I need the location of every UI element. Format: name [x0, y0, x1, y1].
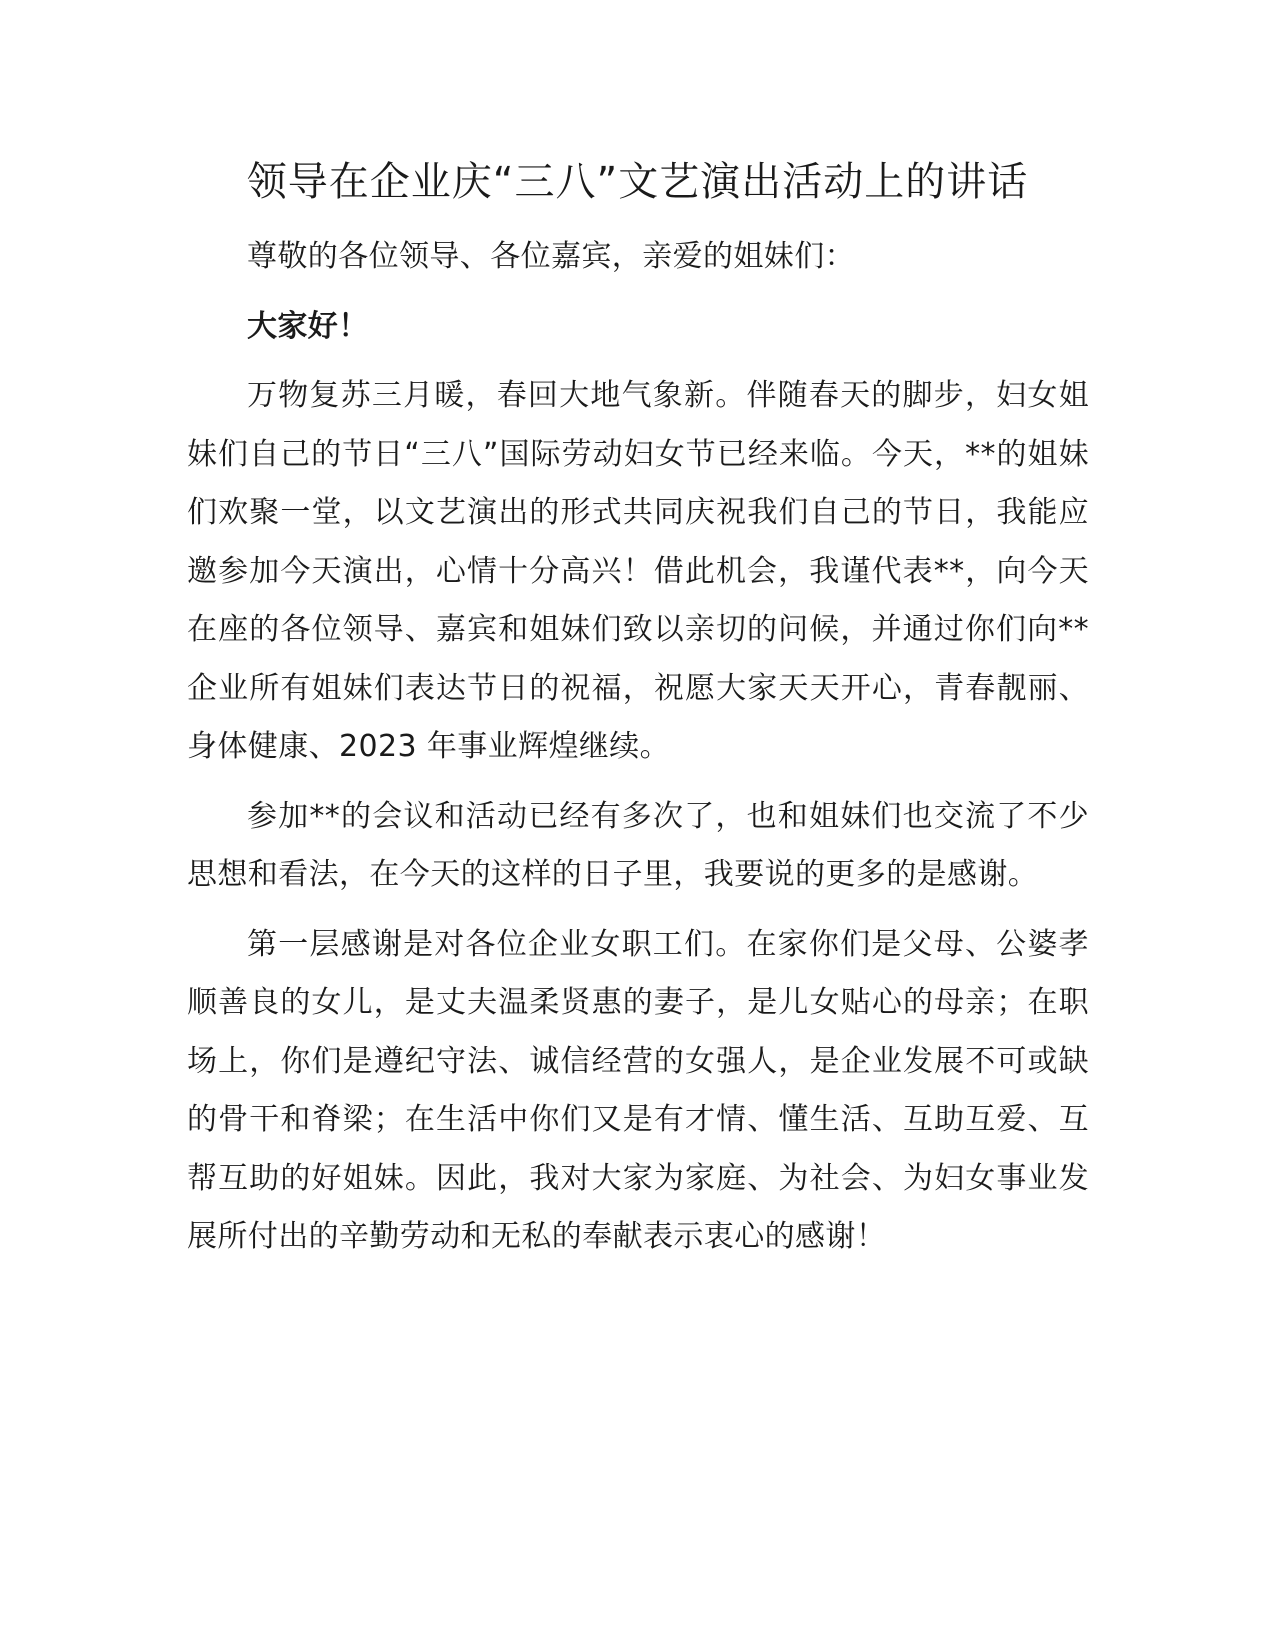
greeting: 大家好！	[247, 308, 369, 344]
paragraph-2: 参加**的会议和活动已经有多次了，也和姐妹们也交流了不少思想和看法，在今天的这样的日子里，我要说的更多的是感谢。	[187, 798, 1089, 892]
paragraph-1: 万物复苏三月暖，春回大地气象新。伴随春天的脚步，妇女姐妹们自己的节日“三八”国际劳动妇女节已经来临。今天，**的姐妹们欢聚一堂，以文艺演出的形式共同庆祝我们自己的节日，我能应邀参加今天演出，心情十分高兴！借此机会，我谨代表**，向今天在座的各位领导、嘉宾和姐妹们致以亲切的问候，并通过你们向**企业所有姐妹们表达节日的祝福，祝愿大家天天开心，青春靓丽、身体健康、2023 年事业辉煌继续。	[187, 378, 1089, 764]
document-body	[187, 228, 1089, 1267]
paragraph-3: 第一层感谢是对各位企业女职工们。在家你们是父母、公婆孝顺善良的女儿，是丈夫温柔贤惠的妻子，是儿女贴心的母亲；在职场上，你们是遵纪守法、诚信经营的女强人，是企业发展不可或缺的骨干和脊梁；在生活中你们又是有才情、懂生活、互助互爱、互帮互助的好姐妹。因此，我对大家为家庭、为社会、为妇女事业发展所付出的辛勤劳动和无私的奉献表示衷心的感谢！	[187, 926, 1089, 1254]
document-title: 领导在企业庆“三八”文艺演出活动上的讲话	[246, 159, 1029, 205]
salutation: 尊敬的各位领导、各位嘉宾，亲爱的姐妹们：	[247, 239, 855, 274]
